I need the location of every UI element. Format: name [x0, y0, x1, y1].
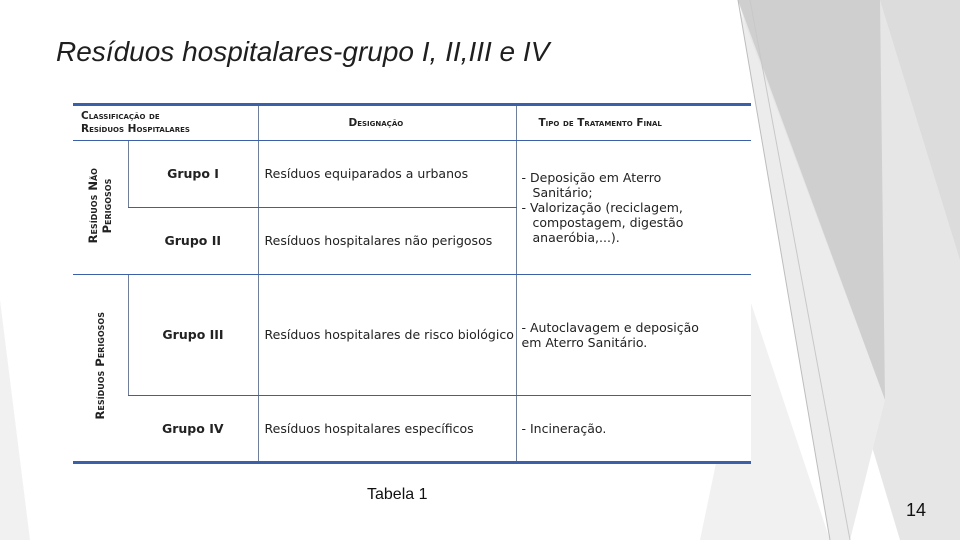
- treatment-nao-perigosos: [516, 141, 751, 275]
- designation-cell: Resíduos equiparados a urbanos: [258, 141, 516, 208]
- treatment-line: compostagem, digestão: [532, 214, 684, 230]
- treatment-line: em Aterro Sanitário.: [521, 334, 648, 350]
- treatment-line: - Deposição em Aterro: [521, 169, 662, 185]
- header-tratamento: Tipo de Tratamento Final: [516, 105, 751, 141]
- designation-cell: Resíduos hospitalares não perigosos: [258, 207, 516, 274]
- category-perigosos: [73, 274, 128, 463]
- treatment-line: anaeróbia,...).: [532, 229, 620, 245]
- header-row: [73, 105, 751, 141]
- group-cell: Grupo I: [128, 141, 258, 208]
- page-number: 14: [906, 500, 927, 520]
- treatment-line: - Valorização (reciclagem,: [521, 199, 683, 215]
- header-classificacao-line1: Classificação de: [81, 110, 160, 122]
- header-classificacao: [73, 105, 258, 141]
- category-nao-perigosos-line1: Resíduos Não: [86, 167, 101, 243]
- table-caption: Tabela 1: [367, 486, 428, 503]
- header-classificacao-line2: Resíduos Hospitalares: [81, 123, 190, 135]
- table-row: [73, 396, 751, 463]
- category-nao-perigosos: [73, 141, 128, 275]
- group-cell: Grupo III: [128, 274, 258, 396]
- designation-cell: Resíduos hospitalares de risco biológico: [258, 274, 516, 396]
- designation-cell: Resíduos hospitalares específicos: [258, 396, 516, 463]
- table-row: [73, 141, 751, 208]
- group-cell: Grupo IV: [128, 396, 258, 463]
- treatment-grupo-iii: [516, 274, 751, 396]
- category-perigosos-label: Resíduos Perigosos: [93, 312, 108, 420]
- facet-shape: [0, 300, 30, 540]
- slide-title: Resíduos hospitalares-grupo I, II,III e IV: [56, 36, 550, 67]
- table-row: [73, 274, 751, 396]
- classification-table: [73, 103, 751, 464]
- treatment-line: - Autoclavagem e deposição: [521, 319, 699, 335]
- group-cell: Grupo II: [128, 207, 258, 274]
- classification-table-figure: [73, 103, 751, 464]
- treatment-line: Sanitário;: [532, 184, 593, 200]
- treatment-grupo-iv: - Incineração.: [516, 396, 751, 463]
- header-designacao: Designação: [258, 105, 516, 141]
- category-nao-perigosos-line2: Perigosos: [100, 177, 115, 233]
